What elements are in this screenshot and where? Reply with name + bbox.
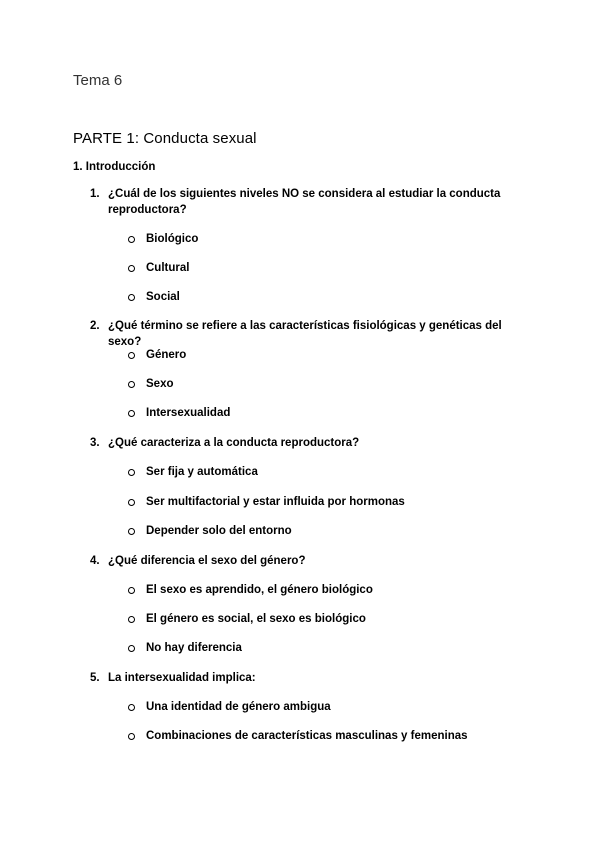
question-4 [90, 553, 530, 569]
circle-bullet-icon [128, 265, 135, 272]
option-text: El sexo es aprendido, el género biológico [146, 584, 373, 596]
option-text: Intersexualidad [146, 407, 231, 419]
option-3-b [128, 494, 405, 510]
option-text: Combinaciones de características masculinas y femeninas [146, 730, 468, 742]
question-text: La intersexualidad implica: [108, 672, 256, 684]
question-3 [90, 435, 530, 451]
question-number: 5. [90, 672, 100, 684]
question-text: ¿Cuál de los siguientes niveles NO se considera al estudiar la conducta reproductora? [108, 188, 501, 216]
option-4-c [128, 640, 242, 656]
option-text: Ser multifactorial y estar influida por hormonas [146, 496, 405, 508]
question-number: 1. [90, 188, 100, 200]
question-number: 2. [90, 320, 100, 332]
circle-bullet-icon [128, 587, 135, 594]
circle-bullet-icon [128, 469, 135, 476]
option-1-b [128, 260, 189, 276]
topic-heading: Tema 6 [73, 72, 123, 89]
circle-bullet-icon [128, 410, 135, 417]
circle-bullet-icon [128, 733, 135, 740]
circle-bullet-icon [128, 294, 135, 301]
circle-bullet-icon [128, 499, 135, 506]
option-text: Depender solo del entorno [146, 525, 292, 537]
option-text: Ser fija y automática [146, 466, 258, 478]
question-5 [90, 670, 530, 686]
section-heading: 1. Introducción [73, 161, 156, 173]
option-5-a [128, 699, 331, 715]
option-text: Género [146, 349, 187, 361]
option-text: Social [146, 291, 180, 303]
question-1 [90, 186, 530, 218]
question-number: 4. [90, 555, 100, 567]
option-text: Sexo [146, 378, 174, 390]
option-text: Cultural [146, 262, 190, 274]
option-3-a [128, 464, 258, 480]
option-1-c [128, 289, 180, 305]
option-text: Una identidad de género ambigua [146, 701, 331, 713]
option-text: Biológico [146, 233, 199, 245]
option-2-b [128, 376, 174, 392]
question-text: ¿Qué diferencia el sexo del género? [108, 555, 306, 567]
question-text: ¿Qué término se refiere a las características fisiológicas y genéticas del sexo? [108, 320, 502, 348]
circle-bullet-icon [128, 616, 135, 623]
option-1-a [128, 231, 198, 247]
circle-bullet-icon [128, 352, 135, 359]
circle-bullet-icon [128, 381, 135, 388]
option-3-c [128, 523, 292, 539]
option-2-a [128, 347, 186, 363]
option-text: No hay diferencia [146, 642, 242, 654]
option-4-b [128, 611, 366, 627]
part-heading: PARTE 1: Conducta sexual [73, 130, 257, 147]
circle-bullet-icon [128, 645, 135, 652]
question-text: ¿Qué caracteriza a la conducta reproductora? [108, 437, 360, 449]
question-number: 3. [90, 437, 100, 449]
circle-bullet-icon [128, 236, 135, 243]
option-text: El género es social, el sexo es biológico [146, 613, 366, 625]
circle-bullet-icon [128, 704, 135, 711]
option-4-a [128, 582, 373, 598]
option-5-b [128, 728, 468, 744]
question-2 [90, 318, 530, 350]
circle-bullet-icon [128, 528, 135, 535]
option-2-c [128, 405, 230, 421]
